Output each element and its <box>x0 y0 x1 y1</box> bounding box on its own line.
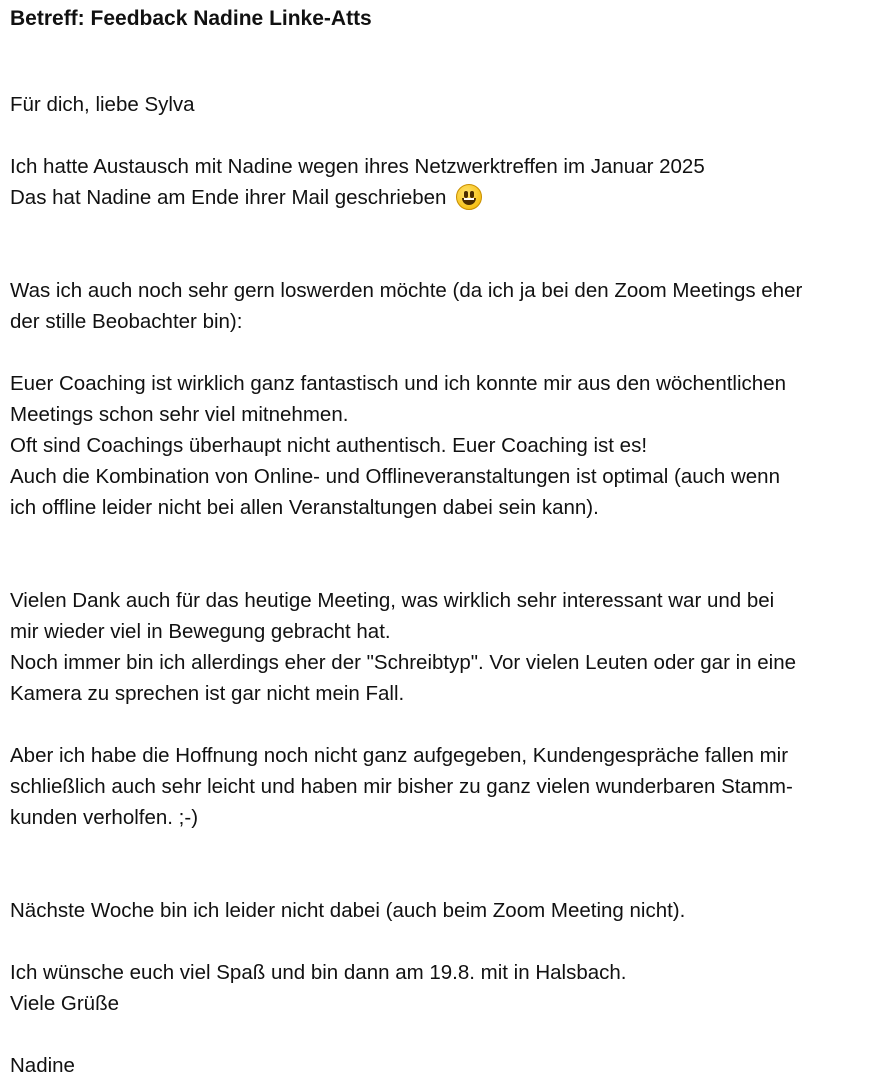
closing-line: Ich wünsche euch viel Spaß und bin dann am 19.8. mit in Halsbach. <box>10 961 627 984</box>
paragraph-line: der stille Beobachter bin): <box>10 310 243 333</box>
email-document <box>10 6 872 1081</box>
paragraph-line: Noch immer bin ich allerdings eher der "Schreibtyp". Vor vielen Leuten oder gar in eine <box>10 651 797 674</box>
paragraph-line: kunden verholfen. ;-) <box>10 806 199 829</box>
paragraph-line: Euer Coaching ist wirklich ganz fantastisch und ich konnte mir aus den wöchentlichen <box>10 372 786 395</box>
paragraph-line: Vielen Dank auch für das heutige Meeting, was wirklich sehr interessant war und bei <box>10 589 775 612</box>
paragraph-line: Auch die Kombination von Online- und Offlineveranstaltungen ist optimal (auch wenn <box>10 465 780 488</box>
paragraph-line: Aber ich habe die Hoffnung noch nicht ganz aufgegeben, Kundengespräche fallen mir <box>10 744 789 767</box>
paragraph-line: schließlich auch sehr leicht und haben mir bisher zu ganz vielen wunderbaren Stamm- <box>10 775 793 798</box>
grinning-face-icon <box>456 184 482 210</box>
paragraph-line: mir wieder viel in Bewegung gebracht hat. <box>10 620 391 643</box>
intro-line <box>10 182 872 213</box>
paragraph-line: Kamera zu sprechen ist gar nicht mein Fall. <box>10 682 405 705</box>
paragraph-line: ich offline leider nicht bei allen Veranstaltungen dabei sein kann). <box>10 496 599 519</box>
paragraph-line: Oft sind Coachings überhaupt nicht authentisch. Euer Coaching ist es! <box>10 434 648 457</box>
intro-line-text: Das hat Nadine am Ende ihrer Mail geschrieben <box>10 186 447 209</box>
email-subject: Betreff: Feedback Nadine Linke-Atts <box>10 7 372 30</box>
greeting: Für dich, liebe Sylva <box>10 93 195 116</box>
signature: Nadine <box>10 1054 75 1077</box>
paragraph-line: Meetings schon sehr viel mitnehmen. <box>10 403 349 426</box>
paragraph-line: Was ich auch noch sehr gern loswerden möchte (da ich ja bei den Zoom Meetings eher <box>10 279 803 302</box>
closing-line: Viele Grüße <box>10 992 120 1015</box>
paragraph-line: Nächste Woche bin ich leider nicht dabei (auch beim Zoom Meeting nicht). <box>10 899 686 922</box>
intro-line: Ich hatte Austausch mit Nadine wegen ihres Netzwerktreffen im Januar 2025 <box>10 155 705 178</box>
